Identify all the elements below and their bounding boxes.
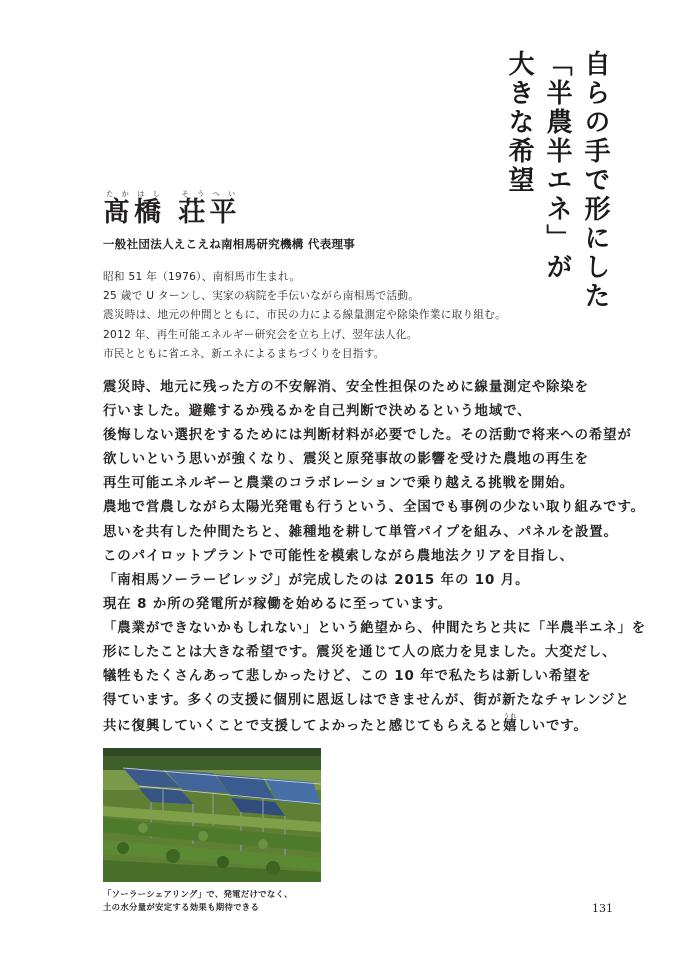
profile-text <box>103 268 543 364</box>
body-line: 「農業ができないかもしれない」という絶望から、仲間たちと共に「半農半エネ」を <box>103 620 647 636</box>
profile-line: 震災時は、地元の仲間とともに、市民の力による線量測定や除染作業に取り組む。 <box>103 309 507 322</box>
body-line-last <box>103 713 633 739</box>
page-number: 131 <box>592 902 613 915</box>
profile-line: 25 歳で U ターンし、実家の病院を手伝いながら南相馬で活動。 <box>103 290 420 303</box>
title-line-2: 「半農半エネ」が <box>542 50 572 282</box>
body-line: 「南相馬ソーラービレッジ」が完成したのは 2015 年の 10 月。 <box>103 572 530 588</box>
body-line: 犠牲もたくさんあって悲しかったけど、この 10 年で私たちは新しい希望を <box>103 669 592 685</box>
caption-line: 土の水分量が安定する効果も期待できる <box>103 902 260 912</box>
body-text <box>103 376 647 739</box>
body-line: 思いを共有した仲間たちと、雑種地を耕して単管パイプを組み、パネルを設置。 <box>103 524 618 540</box>
body-line: 現在 8 か所の発電所が稼働を始めるに至っています。 <box>103 596 452 612</box>
person-block <box>103 190 355 252</box>
body-line: 震災時、地元に残った方の不安解消、安全性担保のために線量測定や除染を <box>103 380 589 395</box>
body-line: 形にしたことは大きな希望です。震災を通じて人の底力を見ました。大変だし、 <box>103 645 617 661</box>
body-line: 得ています。多くの支援に個別に恩返しはできませんが、街が新たなチャレンジと <box>103 693 630 709</box>
profile-line: 昭和 51 年（1976）、南相馬市生まれ。 <box>103 271 301 283</box>
body-last-before: 共に復興していくことで支援してよかったと感じてもらえると <box>103 719 504 735</box>
body-line: 農地で営農しながら太陽光発電も行うという、全国でも事例の少ない取り組みです。 <box>103 500 645 516</box>
profile-line: 市民とともに省エネ、新エネによるまちづくりを目指す。 <box>103 347 385 360</box>
profile-line: 2012 年、再生可能エネルギー研究会を立ち上げ、翌年法人化。 <box>103 328 418 341</box>
name-family: 髙橋 <box>103 197 165 228</box>
person-name <box>103 190 355 230</box>
affiliation: 一般社団法人えこえね南相馬研究機構 代表理事 <box>103 237 356 251</box>
body-line: このパイロットプラントで可能性を模索しながら農地法クリアを目指し、 <box>103 548 574 564</box>
body-line: 行いました。避難するか残るかを自己判断で決めるという地域で、 <box>103 404 532 420</box>
caption-line: 「ソーラーシェアリング」で、発電だけでなく、 <box>103 889 293 899</box>
title-line-1: 自らの手で形にした <box>580 50 610 311</box>
body-line: 後悔しない選択をするためには判断材料が必要でした。その活動で将来への希望が <box>103 428 632 444</box>
body-last-ruby-text: うれ <box>503 713 518 721</box>
title-line-3: 大きな希望 <box>504 50 534 195</box>
name-family-ruby: たかはし <box>103 190 165 198</box>
name-given-ruby: そうへい <box>178 190 241 198</box>
name-given: 荘平 <box>178 197 241 228</box>
body-last-ruby-base: 嬉 <box>503 719 518 735</box>
body-line: 再生可能エネルギーと農業のコラボレーションで乗り越える挑戦を開始。 <box>103 476 575 492</box>
body-last-after: しいです。 <box>517 719 588 735</box>
photo-caption <box>103 888 293 914</box>
solar-sharing-photo <box>103 748 321 882</box>
body-line: 欲しいという思いが強くなり、震災と原発事故の影響を受けた農地の再生を <box>103 452 589 468</box>
